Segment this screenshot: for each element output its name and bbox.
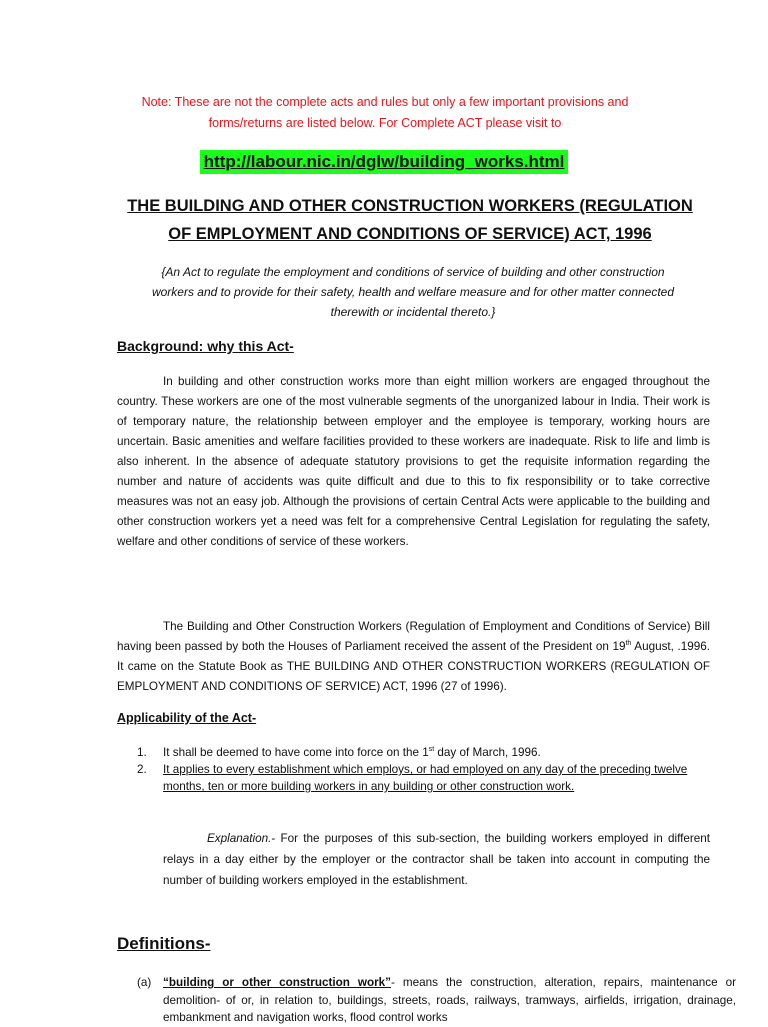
note-line-2: forms/returns are listed below. For Complete ACT please visit to xyxy=(208,116,562,130)
explanation-label: Explanation. xyxy=(207,832,272,845)
paragraph-text: August, .1996. It came on the Statute Book as THE BUILDING AND OTHER CONSTRUCTION WORKERS (REGULATION OF EMPLOYMENT AND CONDITIONS OF SERVICE) ACT, 1996 (27 of 1996). xyxy=(117,640,711,693)
definition-text: - means the construction, alteration, repairs, maintenance or demolition- of or, in relation to, buildings, streets, roads, railways, tramways, airfields, irrigation, drainage, embankment and navigation works, flood control works xyxy=(163,976,737,1024)
definition-marker: (a) xyxy=(137,976,152,989)
act-preamble xyxy=(118,262,708,322)
title-line-2: OF EMPLOYMENT AND CONDITIONS OF SERVICE) ACT, 1996 xyxy=(168,225,652,243)
definition-term: “building or other construction work” xyxy=(163,976,392,989)
superscript: th xyxy=(625,640,632,648)
background-heading: Background: why this Act- xyxy=(117,338,294,354)
paragraph-text: The Building and Other Construction Workers (Regulation of Employment and Conditions of Service) Bill having been passed by both the Houses of Parliament received the assent of the President on 19 xyxy=(117,620,710,653)
applicability-list xyxy=(137,744,710,795)
list-item xyxy=(137,744,710,761)
list-number: 2. xyxy=(137,763,147,776)
title-line-1: THE BUILDING AND OTHER CONSTRUCTION WORKERS (REGULATION xyxy=(127,197,693,215)
superscript: st xyxy=(428,746,435,754)
explanation-paragraph xyxy=(163,828,710,891)
applicability-heading: Applicability of the Act- xyxy=(117,711,257,725)
definition-item xyxy=(137,974,736,1027)
preamble-line-1: {An Act to regulate the employment and conditions of service of building and other construction xyxy=(161,265,665,279)
preamble-line-2: workers and to provide for their safety, health and welfare measure and for other matter connected xyxy=(151,285,675,299)
list-item xyxy=(137,761,710,795)
note-line-1: Note: These are not the complete acts and rules but only a few important provisions and xyxy=(141,95,629,109)
background-paragraph-1: In building and other construction works more than eight million workers are engaged throughout the country. These workers are one of the most vulnerable segments of the unorganized labour in India. Their work is of temporary nature, the relationship between employer and the employee is temporary, working hours are uncertain. Basic amenities and welfare facilities provided to these workers are inadequate. Risk to life and limb is also inherent. In the absence of adequate statutory provisions to get the requisite information regarding the number and nature of accidents was quite difficult and due to this to fix responsibility or to take corrective measures was not an easy job. Although the provisions of certain Central Acts were applicable to the building and other construction workers yet a need was felt for a comprehensive Central Legislation for regulating the safety, welfare and other conditions of service of these workers. xyxy=(117,375,710,548)
list-text: It applies to every establishment which employs, or had employed on any day of the preceding twelve months, ten or more building workers in any building or other construction work. xyxy=(163,763,688,793)
list-number: 1. xyxy=(137,746,147,759)
act-link[interactable]: http://labour.nic.in/dglw/building_works.html xyxy=(200,150,569,174)
definitions-heading: Definitions- xyxy=(117,934,211,953)
act-link-line xyxy=(0,150,768,174)
note-text xyxy=(110,92,660,134)
preamble-line-3: therewith or incidental thereto.} xyxy=(330,305,496,319)
background-paragraph-2 xyxy=(117,617,710,697)
act-title xyxy=(110,192,710,248)
explanation-text: - For the purposes of this sub-section, the building workers employed in different relays in a day either by the employer or the contractor shall be taken into account in computing the number of building workers employed in the establishment. xyxy=(163,832,710,887)
list-text: day of March, 1996. xyxy=(434,746,541,759)
list-text: It shall be deemed to have come into force on the 1 xyxy=(163,746,429,759)
